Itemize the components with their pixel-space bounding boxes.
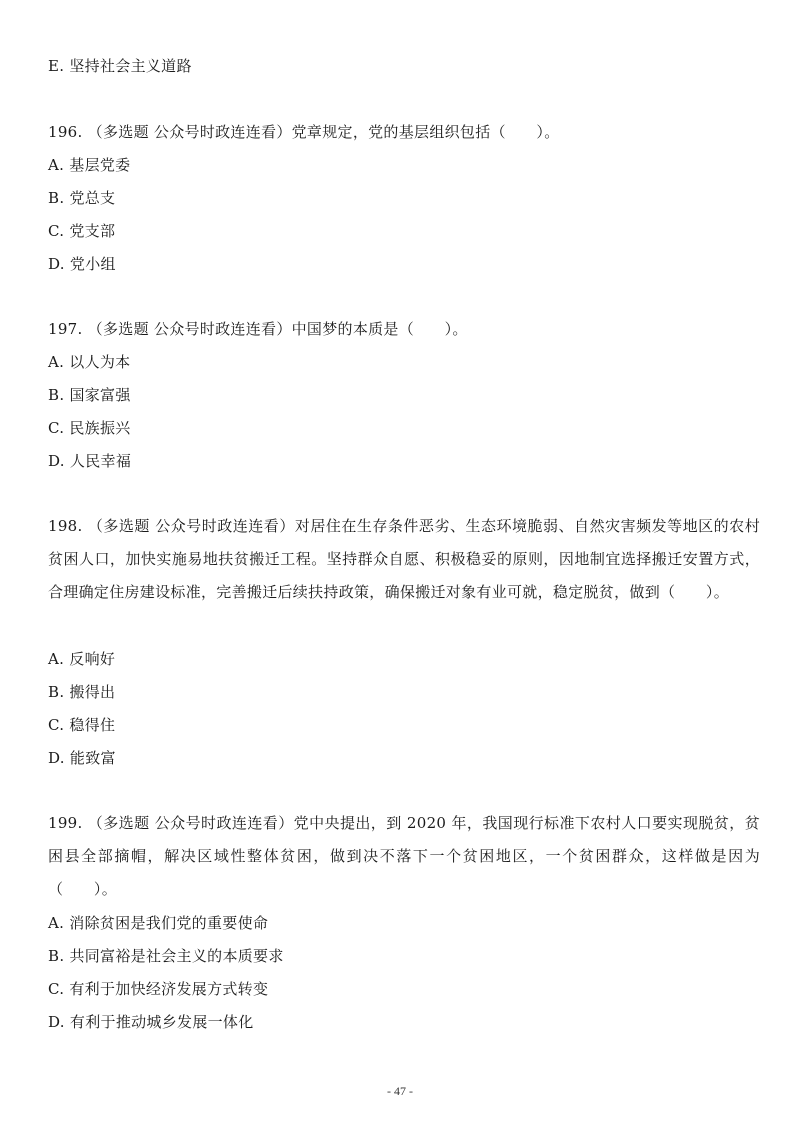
question-text: 197. （多选题 公众号时政连连看）中国梦的本质是（ ）。 [48, 320, 468, 338]
option-b: B. 国家富强 [48, 386, 131, 404]
option-a: A. 反响好 [48, 650, 116, 668]
option-b: B. 共同富裕是社会主义的本质要求 [48, 947, 284, 965]
option-b: B. 搬得出 [48, 683, 116, 701]
question-text: 199. （多选题 公众号时政连连看）党中央提出，到 2020 年，我国现行标准下农村人口要实现脱贫，贫困县全部摘帽，解决区域性整体贫困，做到决不落下一个贫困地区，一个贫困群众，这样做是因为（ ）。 [48, 814, 760, 898]
option-b: B. 党总支 [48, 189, 116, 207]
option-d: D. 有利于推动城乡发展一体化 [48, 1013, 254, 1031]
question-text: 196. （多选题 公众号时政连连看）党章规定，党的基层组织包括（ ）。 [48, 123, 560, 141]
option-a: A. 基层党委 [48, 156, 131, 174]
option-d: D. 人民幸福 [48, 452, 132, 470]
option-c: C. 民族振兴 [48, 419, 131, 437]
question-text: 198. （多选题 公众号时政连连看）对居住在生存条件恶劣、生态环境脆弱、自然灾害频发等地区的农村贫困人口，加快实施易地扶贫搬迁工程。坚持群众自愿、积极稳妥的原则，因地制宜选择搬迁安置方式，合理确定住房建设标准，完善搬迁后续扶持政策，确保搬迁对象有业可就，稳定脱贫，做到（ ）。 [48, 517, 760, 601]
option-a: A. 消除贫困是我们党的重要使命 [48, 914, 269, 932]
page-number: - 47 - [387, 1084, 413, 1098]
option-e: E. 坚持社会主义道路 [48, 57, 192, 75]
option-d: D. 党小组 [48, 255, 116, 273]
option-c: C. 党支部 [48, 222, 116, 240]
option-d: D. 能致富 [48, 749, 116, 767]
option-c: C. 稳得住 [48, 716, 116, 734]
option-c: C. 有利于加快经济发展方式转变 [48, 980, 269, 998]
option-a: A. 以人为本 [48, 353, 131, 371]
